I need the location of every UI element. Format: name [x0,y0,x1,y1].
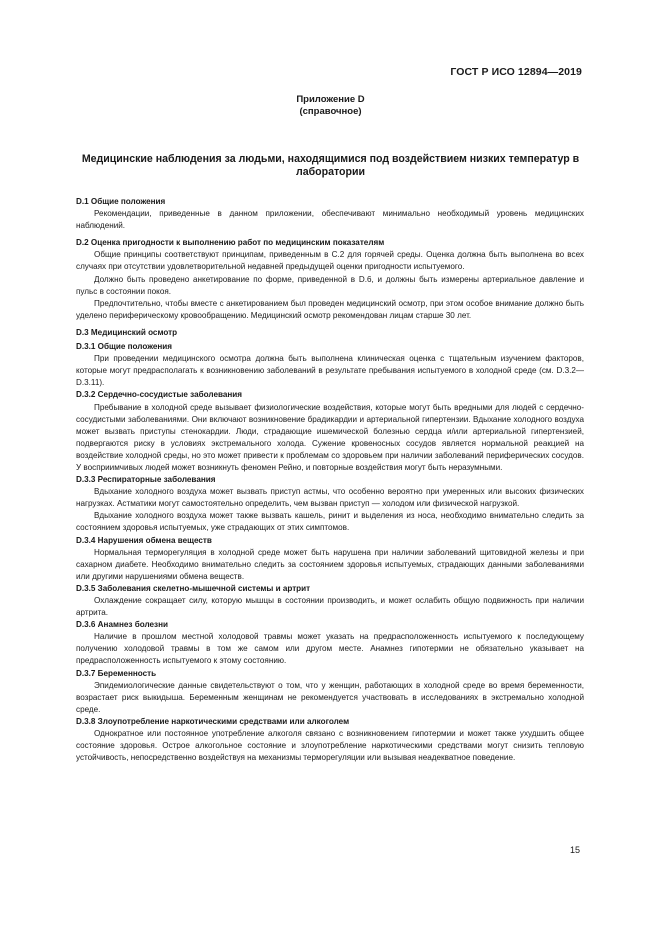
document-body [76,196,584,764]
paragraph: Эпидемиологические данные свидетельствуют о том, что у женщин, работающих в холодной среде во время беременности, возрастает риск выкидыша. Беременным женщинам не рекомендуется участвовать в исследованиях в экстремально холодной среде. [76,680,584,714]
section-heading: D.1 Общие положения [76,197,166,206]
paragraph: Должно быть проведено анкетирование по форме, приведенной в D.6, и должны быть измерены артериальное давление и пульс в состоянии покоя. [76,274,584,296]
subsection-heading: D.3.2 Сердечно-сосудистые заболевания [76,390,243,400]
document-title: Медицинские наблюдения за людьми, находящимися под воздействием низких температур в лаборатории [81,153,580,178]
section-heading: D.2 Оценка пригодности к выполнению работ по медицинским показателям [76,238,385,248]
annex-title: Приложение D [296,94,365,105]
paragraph: Наличие в прошлом местной холодовой травмы может указать на предрасположенность испытуемого к последующему получению холодовой травмы в том же самом или другом месте. Анамнез гипотермии не обязательно указывает на предрасположенность испытуемого к этому состоянию. [76,632,584,666]
paragraph: Общие принципы соответствуют принципам, приведенным в С.2 для горячей среды. Оценка должна быть выполнена во всех случаях при отсутствии удовлетворительной недавней предыдущей оценки пригодности испытуемого. [76,250,584,272]
subsection-heading: D.3.7 Беременность [76,668,157,678]
paragraph: При проведении медицинского осмотра должна быть выполнена клиническая оценка с тщательным изучением факторов, которые могут предрасполагать к возникновению заболеваний в результате пребывания испытуемого в холодной среде (см. D.3.2—D.3.11). [76,354,584,388]
annex-subtitle: (справочное) [299,106,362,117]
subsection-heading: D.3.3 Респираторные заболевания [76,475,216,485]
paragraph: Предпочтительно, чтобы вместе с анкетированием был проведен медицинский осмотр, при этом особое внимание должно быть уделено периферическому кровообращению. Медицинский осмотр рекомендован лицам старше 30 лет. [76,298,584,320]
paragraph: Охлаждение сокращает силу, которую мышцы в состоянии производить, и может ослабить общую подвижность при наличии артрита. [76,596,584,618]
subsection-heading: D.3.1 Общие положения [76,342,173,352]
paragraph: Вдыхание холодного воздуха может также вызвать кашель, ринит и выделения из носа, необходимо внимательно следить за состоянием здоровья испытуемых, уже страдающих от этих симптомов. [76,511,584,533]
paragraph: Пребывание в холодной среде вызывает физиологические воздействия, которые могут быть вредными для людей с сердечно-сосудистыми заболеваниями. Они включают возникновение брадикардии и артериальной гипертензии. Вдыхание холодного воздуха может вызвать приступы стенокардии. Люди, страдающие ишемической болезнью сердца и/или артериальной гипертензией, подвергаются риску в условиях экстремального холода. Сужение кровеносных сосудов является нормальной реакцией на воздействие холодной среды, но это может привести к проблемам со здоровьем при наличии заболеваний периферических сосудов. У восприимчивых людей может возникнуть феномен Рейно, и повторные воздействия могут быть неразумными. [76,402,584,472]
subsection-heading: D.3.5 Заболевания скелетно-мышечной системы и артрит [76,583,311,593]
standard-code: ГОСТ Р ИСО 12894—2019 [450,66,582,78]
subsection-heading: D.3.6 Анамнез болезни [76,620,168,630]
paragraph: Рекомендации, приведенные в данном приложении, обеспечивают минимально необходимый уровень медицинских наблюдений. [76,209,584,231]
section-heading: D.3 Медицинский осмотр [76,327,178,337]
subsection-heading: D.3.8 Злоупотребление наркотическими средствами или алкоголем [76,716,350,726]
page-number: 15 [569,845,580,855]
paragraph: Вдыхание холодного воздуха может вызвать приступ астмы, что особенно вероятно при умеренных или высоких физических нагрузках. Астматики могут самостоятельно определить, чем вызван приступ — холодом или физической нагрузкой. [76,487,584,509]
subsection-heading: D.3.4 Нарушения обмена веществ [76,535,212,545]
paragraph: Однократное или постоянное употребление алкоголя связано с возникновением гипотермии и может также ухудшить общее состояние здоровья. Острое алкогольное состояние и злоупотребление наркотическими средствами могут снизить тепловую устойчивость, непосредственно воздействуя на механизмы терморегуляции или вызывая неадекватное поведение. [76,729,584,763]
paragraph: Нормальная терморегуляция в холодной среде может быть нарушена при наличии заболеваний щитовидной железы и при сахарном диабете. Необходимо внимательно следить за состоянием здоровья испытуемых, страдающих данными заболеваниями или другими нарушениями обмена веществ. [76,547,584,581]
